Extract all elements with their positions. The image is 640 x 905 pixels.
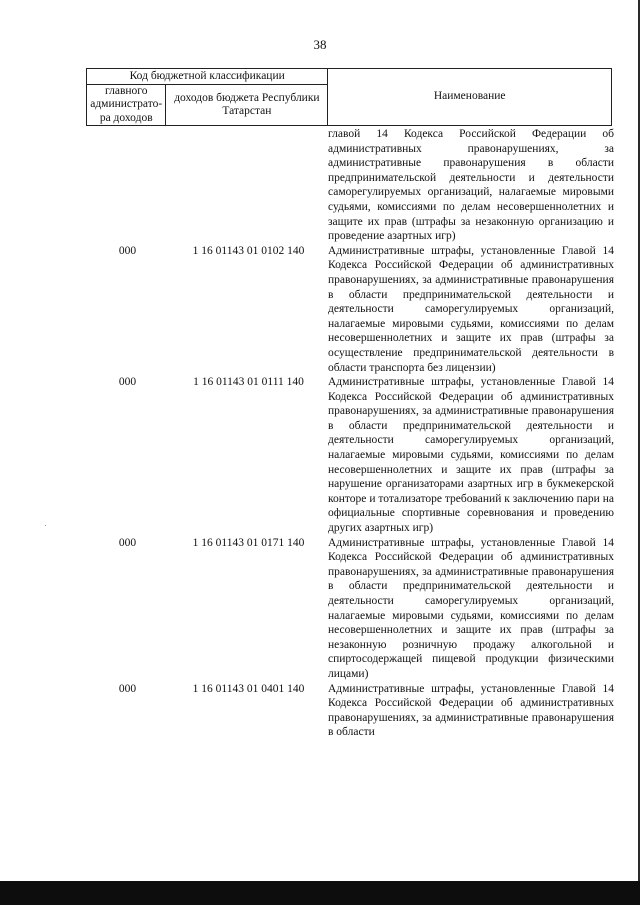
admin-code-cell: 000 [118, 536, 137, 549]
description-cell: Административные штрафы, установленные Главой 14 Кодекса Российской Федерации об административных правонарушениях, за административные правонарушения в области предпринимательской деятельности и деятельности саморегулируемых организаций, налагаемые мировыми судьями, комиссиями по делам несовершеннолетних и защите их прав (штрафы за нарушение организаторами азартных игр в букмекерской конторе и тотализаторе требований к заключению пари на официальные спортивные соревнования и проведению других азартных игр) [328, 376, 614, 535]
income-code-cell [169, 127, 328, 244]
classification-rows [86, 127, 616, 740]
income-code-cell: 1 16 01143 01 0111 140 [193, 376, 304, 389]
classification-header-table [86, 68, 612, 126]
income-code-cell: 1 16 01143 01 0401 140 [192, 682, 305, 695]
table-row-continuation [86, 127, 616, 244]
admin-column-header: главного администрато-ра доходов [87, 85, 166, 126]
admin-code-cell [86, 127, 169, 244]
income-code-cell: 1 16 01143 01 0102 140 [192, 244, 305, 257]
scan-speck [45, 525, 46, 526]
table-row [86, 536, 616, 682]
table-row [86, 375, 616, 536]
table-row [86, 244, 616, 375]
budget-classification-code-header: Код бюджетной классификации [87, 69, 328, 85]
description-cell: Административные штрафы, установленные Главой 14 Кодекса Российской Федерации об административных правонарушениях, за административные правонарушения в области предпринимательской деятельности и деятельности саморегулируемых организаций, налагаемые мировыми судьями, комиссиями по делам несовершеннолетних и защите их прав (штрафы за осуществление предпринимательской деятельности в области транспорта без лицензии) [328, 244, 614, 374]
admin-code-cell: 000 [118, 376, 137, 389]
description-cell: главой 14 Кодекса Российской Федерации об административных правонарушениях, за административные правонарушения в области предпринимательской деятельности и деятельности саморегулируемых организаций, налагаемые мировыми судьями, комиссиями по делам несовершеннолетних и защите их прав (штрафы за незаконную организацию и проведение азартных игр) [328, 128, 614, 243]
name-column-header: Наименование [328, 69, 612, 126]
income-code-cell: 1 16 01143 01 0171 140 [192, 536, 305, 549]
description-cell: Административные штрафы, установленные Главой 14 Кодекса Российской Федерации об административных правонарушениях, за административные правонарушения в области предпринимательской деятельности и деятельности саморегулируемых организаций, налагаемые мировыми судьями, комиссиями по делам несовершеннолетних и защите их прав (штрафы за незаконную розничную продажу алкогольной и спиртосодержащей пищевой продукции физическими лицами) [328, 536, 614, 680]
scan-bottom-edge [0, 881, 640, 905]
income-column-header: доходов бюджета Республики Татарстан [166, 85, 328, 126]
page-number: 38 [313, 37, 327, 52]
description-cell: Административные штрафы, установленные Главой 14 Кодекса Российской Федерации об административных правонарушениях, за административные правонарушения в области [328, 682, 614, 739]
admin-code-cell: 000 [118, 244, 137, 257]
table-row [86, 682, 616, 740]
admin-code-cell: 000 [118, 682, 137, 695]
